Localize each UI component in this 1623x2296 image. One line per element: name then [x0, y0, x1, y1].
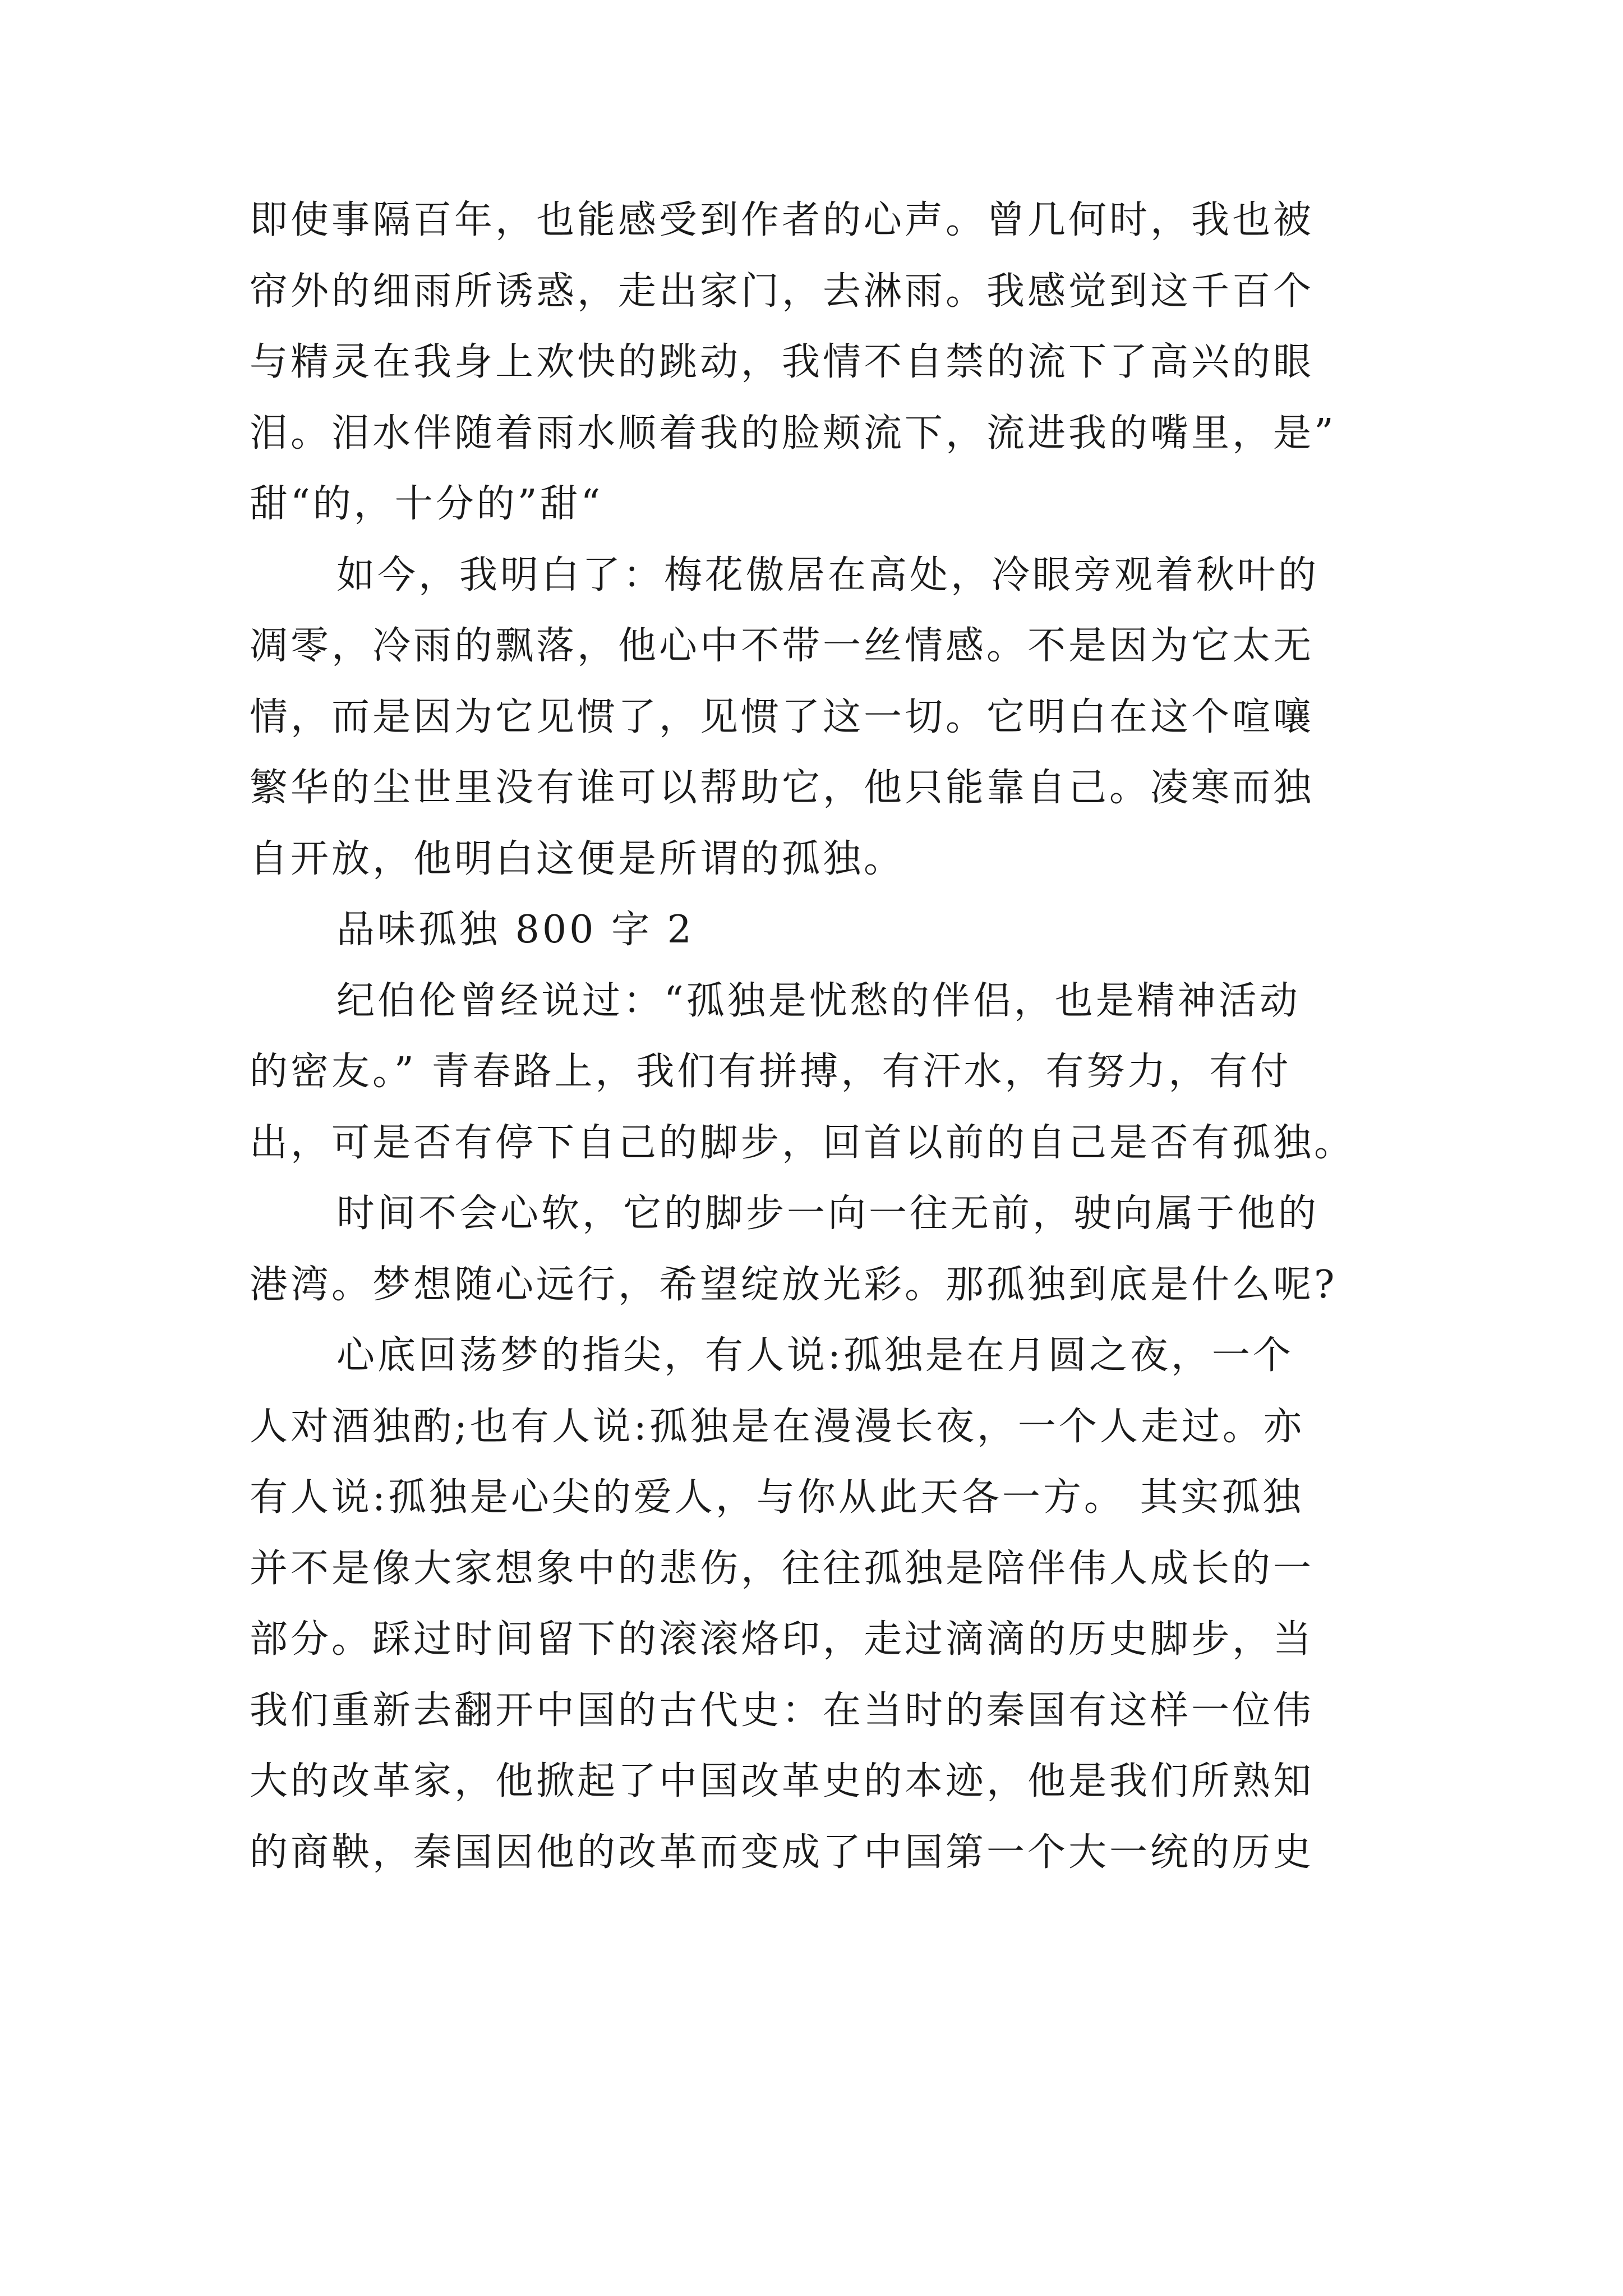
text-line: 我们重新去翻开中国的古代史：在当时的秦国有这样一位伟: [250, 1688, 1315, 1733]
text-line: 的商鞅，秦国因他的改革而变成了中国第一个大一统的历史: [250, 1830, 1315, 1875]
text-line: 并不是像大家想象中的悲伤，往往孤独是陪伴伟人成长的一: [250, 1546, 1315, 1591]
text-line: 情，而是因为它见惯了，见惯了这一切。它明白在这个喧嚷: [250, 694, 1315, 739]
paragraph-first-line: 心底回荡梦的指尖，有人说:孤独是在月圆之夜，一个: [336, 1333, 1294, 1378]
text-line: 繁华的尘世里没有谁可以帮助它，他只能靠自己。凌寒而独: [250, 766, 1315, 810]
text-line: 港湾。梦想随心远行，希望绽放光彩。那孤独到底是什么呢?: [250, 1262, 1338, 1307]
text-line: 甜“的，十分的”甜“: [250, 482, 603, 526]
text-line: 凋零，冷雨的飘落，他心中不带一丝情感。不是因为它太无: [250, 624, 1315, 668]
text-line: 部分。踩过时间留下的滚滚烙印，走过滴滴的历史脚步，当: [250, 1617, 1315, 1662]
paragraph-first-line: 如今，我明白了：梅花傲居在高处，冷眼旁观着秋叶的: [336, 553, 1320, 597]
text-line: 人对酒独酌;也有人说:孤独是在漫漫长夜，一个人走过。亦: [250, 1404, 1304, 1449]
text-line: 泪。泪水伴随着雨水顺着我的脸颊流下，流进我的嘴里，是”: [250, 411, 1336, 455]
section-heading: 品味孤独 800 字 2: [336, 908, 694, 952]
paragraph-first-line: 时间不会心软，它的脚步一向一往无前，驶向属于他的: [336, 1191, 1320, 1236]
text-line: 大的改革家，他掀起了中国改革史的本迹，他是我们所熟知: [250, 1759, 1315, 1803]
text-line: 出，可是否有停下自己的脚步，回首以前的自己是否有孤独。: [250, 1120, 1355, 1165]
text-line: 自开放，他明白这便是所谓的孤独。: [250, 836, 905, 881]
text-line: 的密友。” 青春路上，我们有拼搏，有汗水，有努力，有付: [250, 1050, 1292, 1094]
text-line: 与精灵在我身上欢快的跳动，我情不自禁的流下了高兴的眼: [250, 340, 1315, 384]
paragraph-first-line: 纪伯伦曾经说过：“孤独是忧愁的伴侣，也是精神活动: [336, 978, 1301, 1023]
text-line: 帘外的细雨所诱惑，走出家门，去淋雨。我感觉到这千百个: [250, 269, 1315, 314]
document-body: [250, 185, 1399, 1888]
text-line: 有人说:孤独是心尖的爱人，与你从此天各一方。 其实孤独: [250, 1475, 1304, 1520]
text-line: 即使事隔百年，也能感受到作者的心声。曾几何时，我也被: [250, 198, 1315, 242]
